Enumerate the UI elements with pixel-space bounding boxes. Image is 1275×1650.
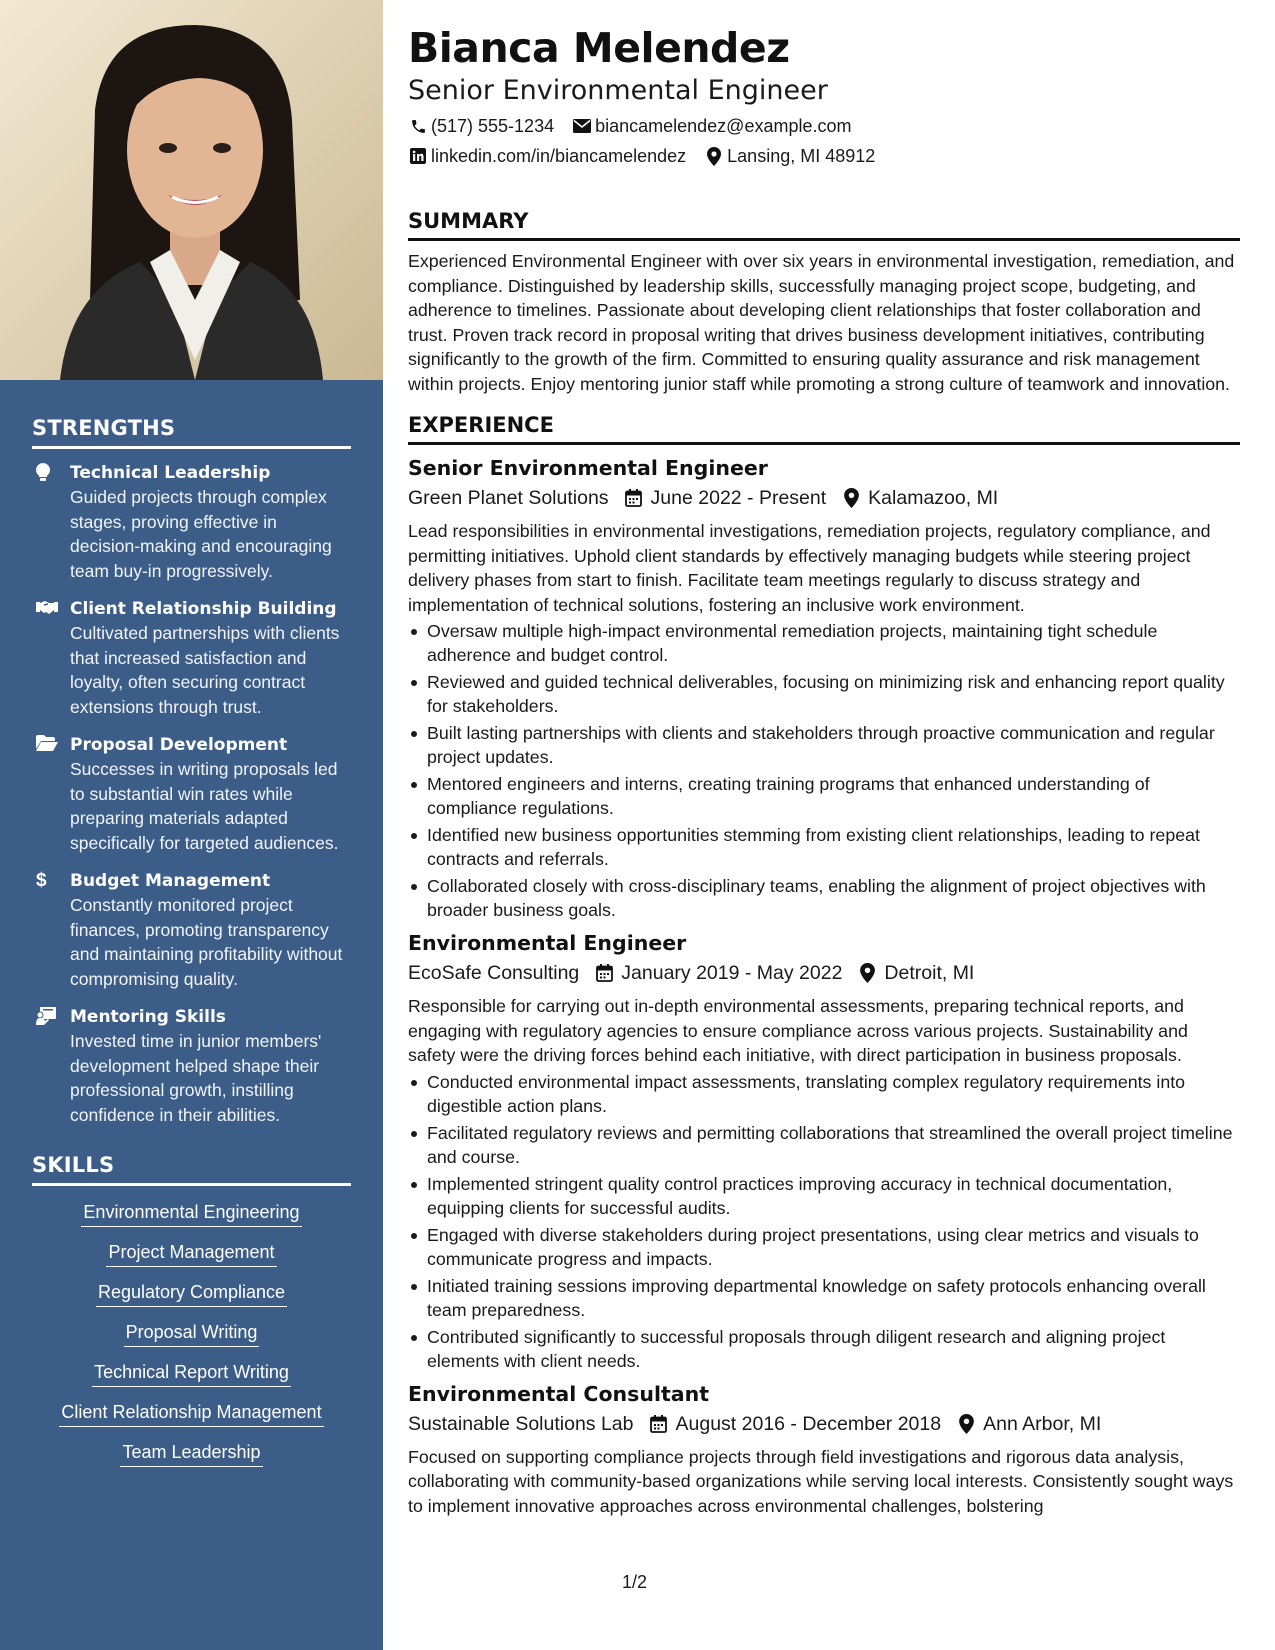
company-name: Sustainable Solutions Lab [408, 1412, 634, 1435]
skill-item: Client Relationship Management [59, 1402, 323, 1427]
contact-row [408, 114, 1240, 138]
calendar-icon [593, 962, 615, 984]
handshake-icon [32, 597, 70, 719]
dollar-icon: $ [36, 870, 47, 891]
calendar-icon [648, 1413, 670, 1435]
strength-item [32, 461, 351, 583]
job-bullet: Facilitated regulatory reviews and permitting collaborations that streamlined the overall project timeline and course. [408, 1121, 1240, 1169]
job-bullets [408, 1070, 1240, 1373]
strength-title: Technical Leadership [70, 463, 271, 483]
job-bullets [408, 619, 1240, 922]
job-bullet: Built lasting partnerships with clients and stakeholders through proactive communication and regular project updates. [408, 721, 1240, 769]
location-text: Lansing, MI 48912 [727, 146, 876, 166]
skill-item: Team Leadership [120, 1442, 262, 1467]
phone-text[interactable]: (517) 555-1234 [431, 116, 555, 136]
job-title: Environmental Consultant [408, 1381, 710, 1406]
phone-contact [408, 114, 554, 138]
job-bullet: Oversaw multiple high-impact environmental remediation projects, maintaining tight schedule adherence and budget control. [408, 619, 1240, 667]
company-name: EcoSafe Consulting [408, 962, 580, 984]
teacher-icon [32, 1005, 70, 1127]
job-meta [408, 483, 1240, 513]
job-meta [408, 958, 1240, 988]
skill-item: Project Management [106, 1242, 276, 1267]
lightbulb-icon [32, 461, 70, 583]
job-meta [408, 1409, 1240, 1439]
skills-list [32, 1202, 351, 1467]
summary-heading: SUMMARY [408, 208, 1240, 241]
job-bullet: Collaborated closely with cross-disciplinary teams, enabling the alignment of project objectives with broader business goals. [408, 874, 1240, 922]
location-contact [704, 144, 875, 168]
strength-title: Mentoring Skills [70, 1007, 226, 1027]
skill-item: Environmental Engineering [81, 1202, 301, 1227]
skill-item: Technical Report Writing [92, 1362, 291, 1387]
map-pin-icon [955, 1413, 977, 1435]
job-entry [408, 453, 1240, 922]
linkedin-icon [408, 146, 428, 166]
job-bullet: Engaged with diverse stakeholders during project presentations, using clear metrics and visuals to communicate progress and impacts. [408, 1223, 1240, 1271]
strength-item [32, 733, 351, 855]
strength-title: Budget Management [70, 871, 271, 891]
job-dates: June 2022 - Present [650, 487, 827, 509]
strength-item [32, 1005, 351, 1127]
job-bullet: Reviewed and guided technical deliverables, focusing on minimizing risk and enhancing report quality for stakeholders. [408, 670, 1240, 718]
job-summary: Focused on supporting compliance projects through field investigations and rigorous data analysis, collaborating with community-based organizations while serving local interests. Consistently sought ways to implement innovative approaches across environmental challenges, bolstering [408, 1446, 1234, 1516]
email-contact [572, 114, 851, 138]
job-summary: Responsible for carrying out in-depth environmental assessments, preparing technical reports, and engaging with regulatory agencies to ensure compliance across various projects. Sustainability and safety were the driving forces behind each initiative, with direct participation in business proposals. [408, 996, 1188, 1065]
folder-open-icon [32, 733, 70, 855]
strengths-section [0, 416, 383, 1127]
page-number: 1/2 [622, 1572, 648, 1592]
skill-item: Proposal Writing [124, 1322, 260, 1347]
job-bullet: Identified new business opportunities stemming from existing client relationships, leading to repeat contracts and referrals. [408, 823, 1240, 871]
strength-title: Client Relationship Building [70, 599, 337, 619]
map-pin-icon [856, 962, 878, 984]
strength-title: Proposal Development [70, 735, 288, 755]
strength-description: Guided projects through complex stages, proving effective in decision-making and encouraging team buy-in progressively. [70, 487, 332, 581]
strength-description: Constantly monitored project finances, promoting transparency and maintaining profitability without compromising quality. [70, 895, 343, 989]
strengths-heading: STRENGTHS [32, 416, 351, 449]
strength-item [32, 597, 351, 719]
job-bullet: Conducted environmental impact assessments, translating complex regulatory requirements into digestible action plans. [408, 1070, 1240, 1118]
job-entry [408, 928, 1240, 1373]
skills-section [0, 1153, 383, 1467]
job-bullet: Implemented stringent quality control practices improving accuracy in technical documentation, equipping clients for successful audits. [408, 1172, 1240, 1220]
map-pin-icon [704, 146, 724, 166]
linkedin-contact [408, 144, 686, 168]
job-bullet: Mentored engineers and interns, creating training programs that enhanced understanding of compliance regulations. [408, 772, 1240, 820]
linkedin-link[interactable]: linkedin.com/in/biancamelendez [431, 146, 687, 166]
main-content [408, 22, 1240, 1524]
envelope-icon [572, 116, 592, 136]
email-link[interactable]: biancamelendez@example.com [595, 116, 852, 136]
candidate-name: Bianca Melendez [408, 24, 790, 72]
sidebar [0, 0, 383, 1650]
job-title: Environmental Engineer [408, 931, 687, 955]
skills-heading: SKILLS [32, 1153, 351, 1186]
contact-row [408, 144, 1240, 168]
job-title: Senior Environmental Engineer [408, 456, 768, 480]
experience-heading: EXPERIENCE [408, 412, 1240, 445]
strength-description: Cultivated partnerships with clients that increased satisfaction and loyalty, often securing contract extensions through trust. [70, 623, 340, 717]
strength-item [32, 869, 351, 991]
strength-description: Successes in writing proposals led to substantial win rates while preparing materials adapted specifically for targeted audiences. [70, 759, 339, 853]
job-location: Kalamazoo, MI [868, 487, 999, 509]
summary-text: Experienced Environmental Engineer with over six years in environmental investigation, remediation, and compliance. Distinguished by leadership skills, successfully managing project scope, budgeting, and adherence to timelines. Passionate about developing client relationships that foster collaboration and trust. Proven track record in proposal writing that drives business development initiatives, contributing significantly to the growth of the firm. Committed to ensuring quality assurance and risk management within projects. Enjoy mentoring junior staff while promoting a strong culture of teamwork and innovation. [408, 251, 1235, 394]
job-bullet: Initiated training sessions improving departmental knowledge on safety protocols enhancing overall team preparedness. [408, 1274, 1240, 1322]
phone-icon [408, 116, 428, 136]
company-name: Green Planet Solutions [408, 487, 609, 509]
job-location: Ann Arbor, MI [983, 1412, 1102, 1435]
job-location: Detroit, MI [884, 962, 975, 984]
job-entry [408, 1379, 1240, 1519]
map-pin-icon [840, 487, 862, 509]
profile-photo [0, 0, 383, 380]
job-dates: January 2019 - May 2022 [621, 962, 843, 984]
job-bullet: Contributed significantly to successful proposals through diligent research and aligning project elements with client needs. [408, 1325, 1240, 1373]
job-dates: August 2016 - December 2018 [675, 1412, 942, 1435]
job-summary: Lead responsibilities in environmental investigations, remediation projects, regulatory compliance, and permitting initiatives. Uphold client standards by effectively managing budgets while steering project delivery phases from start to finish. Facilitate team meetings regularly to discuss strategy and implementation of technical solutions, fostering an inclusive work environment. [408, 521, 1211, 615]
strength-description: Invested time in junior members' development helped shape their professional growth, instilling confidence in their abilities. [70, 1031, 322, 1125]
skill-item: Regulatory Compliance [96, 1282, 287, 1307]
portrait-image [0, 0, 383, 380]
calendar-icon [623, 487, 645, 509]
candidate-title: Senior Environmental Engineer [408, 75, 828, 106]
